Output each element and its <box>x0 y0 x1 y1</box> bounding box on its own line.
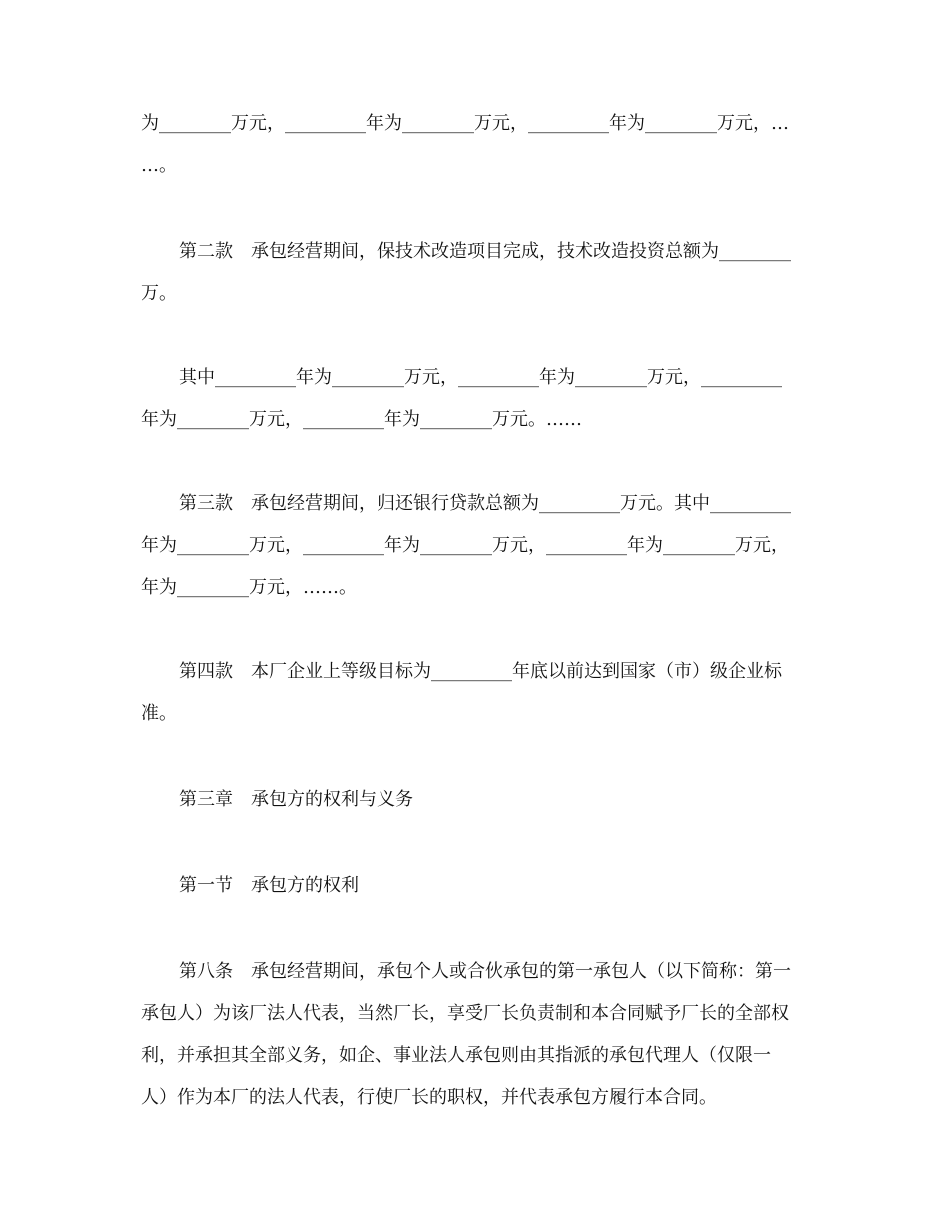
text-line: 承包人）为该厂法人代表，当然厂长，享受厂长负责制和本合同赋予厂长的全部权 <box>141 1003 789 1024</box>
text-line: 第三款 承包经营期间，归还银行贷款总额为_________万元。其中_________ <box>179 493 791 514</box>
chapter-heading <box>141 779 813 821</box>
paragraph-clause-2 <box>141 231 813 315</box>
text-line: …。 <box>141 155 177 176</box>
text-line: 第三章 承包方的权利与义务 <box>179 789 413 810</box>
text-line: 准。 <box>141 703 177 724</box>
text-line: 第一节 承包方的权利 <box>179 875 359 896</box>
text-line: 利，并承担其全部义务，如企、事业法人承包则由其指派的承包代理人（仅限一 <box>141 1045 771 1066</box>
paragraph-clause-4 <box>141 651 813 735</box>
document-page <box>141 103 813 1119</box>
text-line: 万。 <box>141 283 177 304</box>
paragraph-continuation <box>141 103 813 187</box>
text-line: 第四款 本厂企业上等级目标为_________年底以前达到国家（市）级企业标 <box>179 661 782 682</box>
section-heading <box>141 865 813 907</box>
text-line: 年为________万元，……。 <box>141 577 357 598</box>
paragraph-clause-2-breakdown <box>141 357 813 441</box>
text-line: 年为________万元，_________年为________万元。…… <box>141 409 582 430</box>
text-line: 年为________万元，_________年为________万元，_________年为________万元， <box>141 535 789 556</box>
text-line: 第二款 承包经营期间，保技术改造项目完成，技术改造投资总额为________ <box>179 241 791 262</box>
text-line: 人）作为本厂的法人代表，行使厂长的职权，并代表承包方履行本合同。 <box>141 1087 717 1108</box>
text-line: 第八条 承包经营期间，承包个人或合伙承包的第一承包人（以下简称：第一 <box>179 961 791 982</box>
paragraph-clause-3 <box>141 483 813 609</box>
text-line: 为________万元，_________年为________万元，_________年为________万元，… <box>141 113 789 134</box>
paragraph-article-8 <box>141 951 813 1119</box>
text-line: 其中_________年为________万元，_________年为________万元，_________ <box>179 367 782 388</box>
